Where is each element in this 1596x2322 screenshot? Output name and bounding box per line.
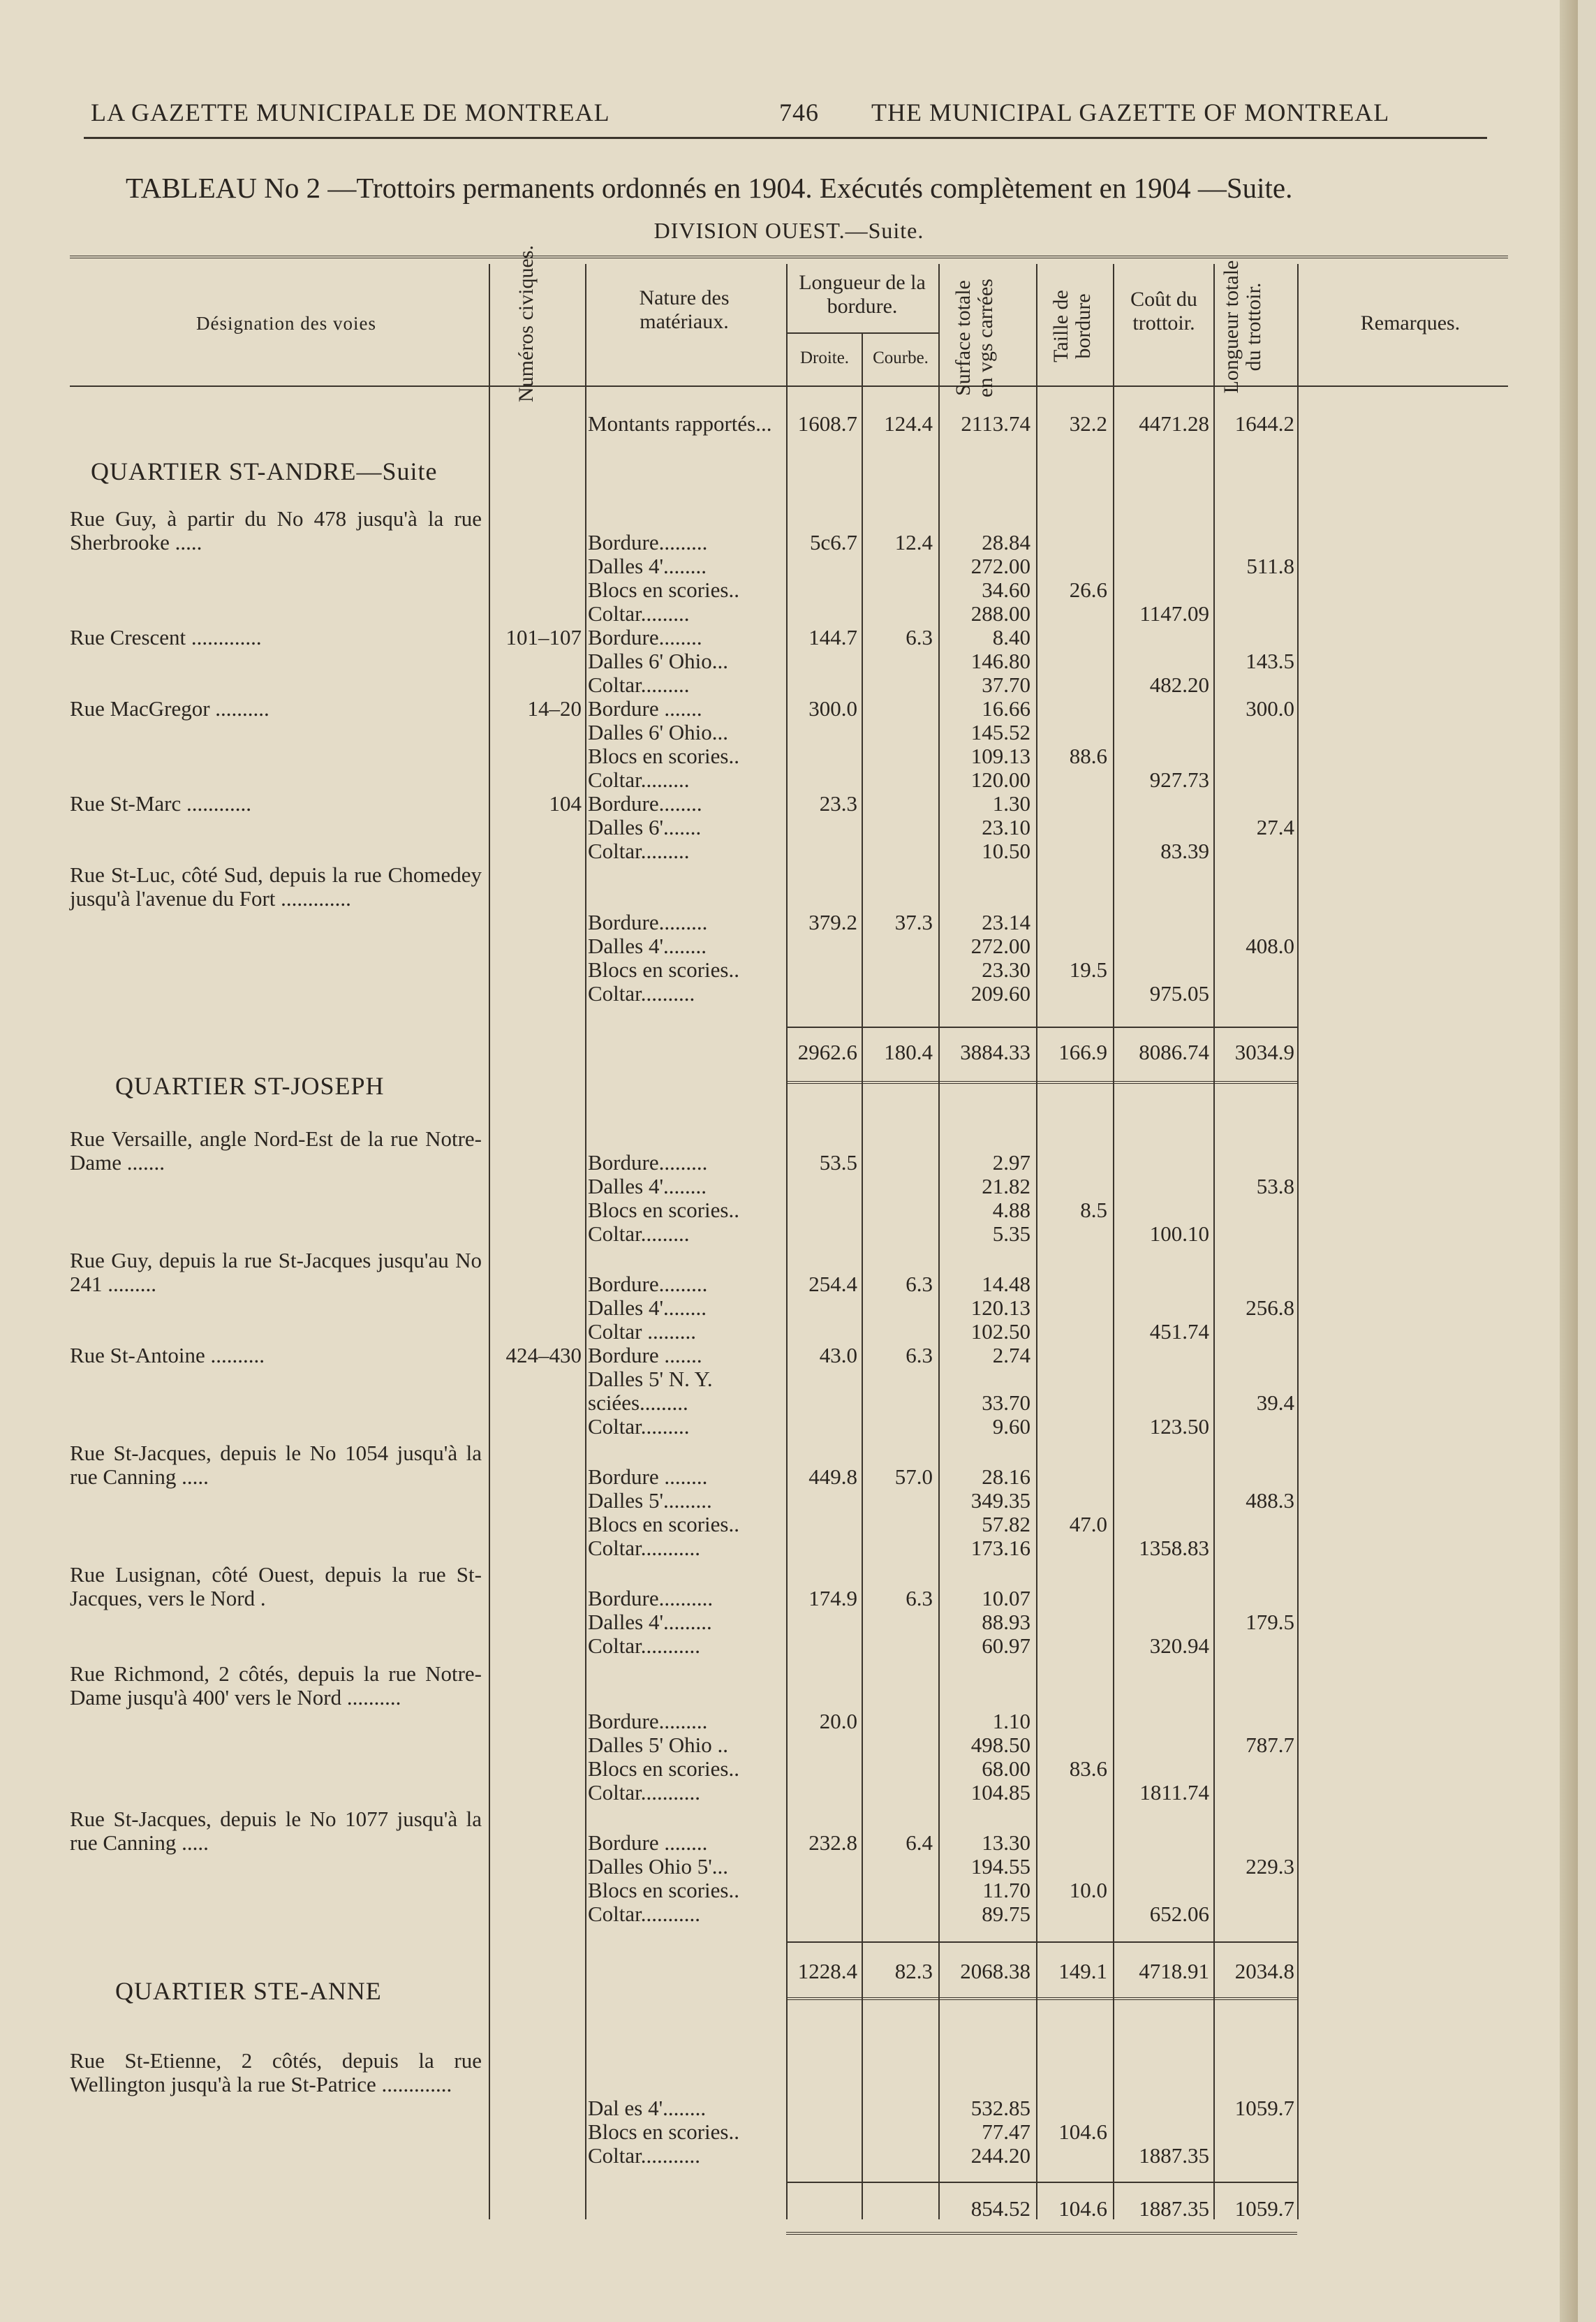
cell-droite: 20.0	[819, 1709, 857, 1733]
cell-nature: Coltar.........	[588, 768, 690, 792]
cell-total: 3034.9	[1234, 1040, 1294, 1064]
cell-street: Rue Guy, à partir du No 478 jusqu'à la rue Sherbrooke .....	[70, 506, 482, 554]
cell-droite: 23.3	[819, 791, 857, 816]
cell-surface: 60.97	[982, 1633, 1030, 1658]
cell-taille: 26.6	[1069, 578, 1107, 602]
cell-nature: Dalles 5' Ohio ..	[588, 1733, 729, 1757]
cell-nature: Blocs en scories..	[588, 578, 739, 602]
col-line-6	[1036, 264, 1037, 2219]
cell-nature: Bordure.........	[588, 1272, 708, 1296]
cell-nature: Coltar...........	[588, 1536, 701, 1560]
section-ste-anne: QUARTIER STE-ANNE	[115, 1977, 382, 2005]
cell-surface: 2.97	[992, 1150, 1030, 1175]
cell-courbe: 6.3	[906, 1272, 933, 1296]
cell-total: 229.3	[1246, 1854, 1294, 1879]
cell-courbe: 12.4	[894, 530, 933, 554]
cell-nature: Coltar...........	[588, 1781, 701, 1805]
cell-taille: 104.6	[1058, 2196, 1107, 2221]
table-title: TABLEAU No 2 —Trottoirs permanents ordonnés en 1904. Exécutés complètement en 1904 —Suite.	[126, 172, 1293, 204]
cell-nature: Blocs en scories..	[588, 1513, 739, 1536]
cell-surface: 120.00	[970, 767, 1030, 792]
cell-nature: Dalles 5' N. Y.	[588, 1367, 713, 1391]
subtotal-double-1	[786, 1081, 1297, 1084]
cell-cout: 8086.74	[1139, 1040, 1209, 1064]
cell-street: Rue St-Jacques, depuis le No 1054 jusqu'à la rue Canning .....	[70, 1441, 482, 1489]
cell-surface: 23.10	[982, 815, 1030, 839]
cell-cout: 1358.83	[1139, 1536, 1209, 1560]
cell-nature: Coltar...........	[588, 1902, 701, 1926]
cell-cout: 927.73	[1149, 767, 1209, 792]
cell-nature: Coltar...........	[588, 2144, 701, 2168]
cell-cout: 123.50	[1149, 1414, 1209, 1439]
page-edge	[1560, 0, 1578, 2322]
cell-surface: 37.70	[982, 673, 1030, 697]
header-numeros: Numéros civiques.	[515, 245, 538, 402]
cell-cout: 1811.74	[1139, 1780, 1209, 1805]
cell-droite: 232.8	[808, 1830, 857, 1855]
cell-numero: 101–107	[505, 625, 582, 649]
cell-surface: 23.14	[982, 910, 1030, 934]
cell-street: Rue Lusignan, côté Ouest, depuis la rue St-Jacques, vers le Nord .	[70, 1562, 482, 1610]
cell-cout: 482.20	[1149, 673, 1209, 697]
cell-surface: 16.66	[982, 696, 1030, 721]
header-droite: Droite.	[799, 348, 850, 367]
cell-taille: 83.6	[1069, 1756, 1107, 1781]
cell-surface: 34.60	[982, 578, 1030, 602]
cell-nature: Blocs en scories..	[588, 2120, 739, 2144]
cell-street: Rue Versaille, angle Nord-Est de la rue Notre-Dame .......	[70, 1126, 482, 1175]
section-st-andre: QUARTIER ST-ANDRE—Suite	[91, 457, 438, 485]
cell-nature: Bordure ........	[588, 1831, 708, 1855]
cell-numero: 104	[549, 791, 582, 816]
cell-surface: 272.00	[970, 934, 1030, 958]
cell-surface: 10.07	[982, 1586, 1030, 1610]
cell-nature: Bordure..........	[588, 1587, 714, 1610]
cell-nature: Coltar.........	[588, 673, 690, 697]
cell-nature: Dalles 4'.........	[588, 1610, 712, 1634]
cell-nature: Bordure........	[588, 792, 702, 816]
cell-nature: Dalles 6' Ohio...	[588, 721, 729, 744]
cell-total: 1059.7	[1234, 2096, 1294, 2120]
running-head-left: LA GAZETTE MUNICIPALE DE MONTREAL	[91, 98, 610, 126]
cell-street: Rue MacGregor ..........	[70, 696, 269, 721]
cell-nature: Dalles 4'........	[588, 1175, 707, 1198]
cell-total: 408.0	[1246, 934, 1294, 958]
cell-total: 256.8	[1246, 1295, 1294, 1320]
cell-nature: Dalles 6' Ohio...	[588, 649, 729, 673]
cell-droite: 5c6.7	[809, 530, 857, 554]
cell-total: 1644.2	[1234, 411, 1294, 436]
cell-surface: 854.52	[970, 2196, 1030, 2221]
cell-surface: 11.70	[982, 1878, 1030, 1902]
cell-nature: Coltar.........	[588, 1415, 690, 1439]
cell-surface: 57.82	[982, 1512, 1030, 1536]
cell-nature: Bordure.........	[588, 911, 708, 934]
cell-nature: Bordure.........	[588, 531, 708, 554]
cell-surface: 209.60	[970, 981, 1030, 1006]
cell-street: Rue Crescent .............	[70, 625, 262, 649]
subtotal-double-3	[786, 2232, 1297, 2235]
cell-droite: 379.2	[808, 910, 857, 934]
cell-street: Rue Guy, depuis la rue St-Jacques jusqu'au No 241 .........	[70, 1248, 482, 1296]
cell-total: 787.7	[1246, 1733, 1294, 1757]
cell-cout: 100.10	[1149, 1221, 1209, 1246]
cell-surface: 13.30	[982, 1830, 1030, 1855]
cell-nature: Bordure........	[588, 626, 702, 649]
cell-droite: 144.7	[808, 625, 857, 649]
cell-courbe: 6.3	[906, 1343, 933, 1367]
cell-street: Rue St-Luc, côté Sud, depuis la rue Chomedey jusqu'à l'avenue du Fort .............	[70, 862, 482, 911]
header-courbe: Courbe.	[873, 348, 929, 367]
cell-nature: Bordure .......	[588, 1344, 702, 1367]
cell-surface: 5.35	[992, 1221, 1030, 1246]
cell-taille: 19.5	[1069, 957, 1107, 982]
cell-total: 179.5	[1246, 1610, 1294, 1634]
cell-cout: 451.74	[1149, 1319, 1209, 1344]
cell-surface: 194.55	[970, 1854, 1030, 1879]
cell-taille: 149.1	[1058, 1959, 1107, 1983]
cell-droite: 1228.4	[797, 1959, 857, 1983]
cell-taille: 166.9	[1058, 1040, 1107, 1064]
cell-taille: 10.0	[1069, 1878, 1107, 1902]
cell-total: 511.8	[1246, 554, 1294, 578]
cell-nature: Dalles 5'.........	[588, 1489, 712, 1513]
cell-total: 53.8	[1256, 1174, 1294, 1198]
cell-droite: 254.4	[808, 1272, 857, 1296]
cell-surface: 1.30	[992, 791, 1030, 816]
col-line-9	[1297, 264, 1299, 2219]
cell-nature: Coltar..........	[588, 982, 695, 1006]
header-surface: Surface totale en vgs carrées	[952, 279, 997, 397]
cell-nature: Blocs en scories..	[588, 1757, 739, 1781]
cell-droite: 449.8	[808, 1464, 857, 1489]
cell-street: Rue St-Antoine ..........	[70, 1343, 265, 1367]
cell-surface: 10.50	[982, 839, 1030, 863]
cell-droite: 1608.7	[797, 411, 857, 436]
cell-surface: 532.85	[970, 2096, 1030, 2120]
header-cout: Coût du trottoir.	[1130, 288, 1197, 335]
cell-surface: 9.60	[992, 1414, 1030, 1439]
cell-total: 39.4	[1256, 1390, 1294, 1415]
section-st-joseph: QUARTIER ST-JOSEPH	[115, 1072, 385, 1100]
cell-street: Rue St-Jacques, depuis le No 1077 jusqu'à la rue Canning .....	[70, 1807, 482, 1855]
cell-cout: 83.39	[1160, 839, 1209, 863]
cell-cout: 975.05	[1149, 981, 1209, 1006]
cell-surface: 102.50	[970, 1319, 1030, 1344]
cell-nature: Dalles 4'........	[588, 934, 707, 958]
cell-nature: Bordure ........	[588, 1465, 708, 1489]
cell-surface: 89.75	[982, 1902, 1030, 1926]
cell-surface: 498.50	[970, 1733, 1030, 1757]
subtotal-rule-2	[786, 1941, 1297, 1943]
cell-courbe: 82.3	[894, 1959, 933, 1983]
cell-cout: 320.94	[1149, 1633, 1209, 1658]
header-remarques: Remarques.	[1360, 311, 1461, 335]
cell-courbe: 37.3	[894, 910, 933, 934]
cell-nature: Blocs en scories..	[588, 1879, 739, 1902]
cell-nature: Bordure.........	[588, 1151, 708, 1175]
cell-numero: 14–20	[527, 696, 582, 721]
cell-taille: 88.6	[1069, 744, 1107, 768]
cell-total: 1059.7	[1234, 2196, 1294, 2221]
cell-surface: 2068.38	[960, 1959, 1030, 1983]
cell-surface: 21.82	[982, 1174, 1030, 1198]
cell-surface: 33.70	[982, 1390, 1030, 1415]
header-longueur-totale: Longueur totale du trottoir.	[1220, 260, 1265, 394]
cell-nature: Coltar...........	[588, 1634, 701, 1658]
cell-street: Rue Richmond, 2 côtés, depuis la rue Notre-Dame jusqu'à 400' vers le Nord ..........	[70, 1661, 482, 1710]
cell-nature: Blocs en scories..	[588, 1198, 739, 1222]
cell-taille: 8.5	[1080, 1198, 1107, 1222]
cell-courbe: 57.0	[894, 1464, 933, 1489]
cell-nature: Dalles 4'........	[588, 554, 707, 578]
cell-cout: 1887.35	[1139, 2196, 1209, 2221]
cell-courbe: 124.4	[884, 411, 933, 436]
cell-courbe: 6.4	[906, 1830, 933, 1855]
cell-cout: 4718.91	[1139, 1959, 1209, 1983]
cell-courbe: 6.3	[906, 625, 933, 649]
cell-surface: 272.00	[970, 554, 1030, 578]
cell-nature: Dalles Ohio 5'...	[588, 1855, 729, 1879]
header-taille: Taille de bordure	[1049, 290, 1095, 362]
cell-surface: 244.20	[970, 2143, 1030, 2168]
cell-cout: 1887.35	[1139, 2143, 1209, 2168]
cell-surface: 109.13	[970, 744, 1030, 768]
cell-droite: 300.0	[808, 696, 857, 721]
cell-surface: 8.40	[992, 625, 1030, 649]
cell-surface: 145.52	[970, 720, 1030, 744]
cell-nature: Blocs en scories..	[588, 958, 739, 982]
cell-courbe: 6.3	[906, 1586, 933, 1610]
cell-nature: Dal es 4'........	[588, 2096, 707, 2120]
cell-nature: Bordure.........	[588, 1710, 708, 1733]
cell-total: 488.3	[1246, 1488, 1294, 1513]
header-nature: Nature des matériaux.	[639, 286, 730, 333]
page-number: 746	[779, 98, 819, 126]
cell-droite: 174.9	[808, 1586, 857, 1610]
cell-taille: 32.2	[1069, 411, 1107, 436]
cell-total: 300.0	[1246, 696, 1294, 721]
cell-surface: 68.00	[982, 1756, 1030, 1781]
header-rule	[84, 137, 1487, 139]
cell-street: Rue St-Etienne, 2 côtés, depuis la rue Wellington jusqu'à la rue St-Patrice .............	[70, 2048, 482, 2096]
subtotal-rule-1	[786, 1027, 1297, 1028]
cell-nature: Bordure .......	[588, 697, 702, 721]
cell-surface: 146.80	[970, 649, 1030, 673]
cell-surface: 120.13	[970, 1295, 1030, 1320]
cell-surface: 28.16	[982, 1464, 1030, 1489]
cell-surface: 2113.74	[961, 411, 1030, 436]
cell-cout: 652.06	[1149, 1902, 1209, 1926]
cell-surface: 104.85	[970, 1780, 1030, 1805]
cell-nature: Coltar .........	[588, 1320, 696, 1344]
header-longueur: Longueur de la bordure.	[799, 271, 926, 318]
table-subtitle: DIVISION OUEST.—Suite.	[653, 218, 924, 243]
col-line-3	[786, 264, 788, 2219]
cell-nature: Dalles 4'........	[588, 1296, 707, 1320]
cell-total: 27.4	[1256, 815, 1294, 839]
cell-nature: Dalles 6'.......	[588, 816, 702, 839]
cell-cout: 1147.09	[1139, 601, 1209, 626]
cell-cout: 4471.28	[1139, 411, 1209, 436]
cell-nature: sciées.........	[588, 1391, 688, 1415]
col-line-1	[489, 264, 490, 2219]
running-head-right: THE MUNICIPAL GAZETTE OF MONTREAL	[871, 98, 1390, 126]
cell-surface: 349.35	[970, 1488, 1030, 1513]
subtotal-double-2	[786, 1997, 1297, 2000]
cell-droite: 53.5	[819, 1150, 857, 1175]
cell-taille: 47.0	[1069, 1512, 1107, 1536]
cell-surface: 77.47	[982, 2119, 1030, 2144]
col-line-2	[585, 264, 586, 2219]
cell-nature: Coltar.........	[588, 839, 690, 863]
cell-nature: Coltar.........	[588, 1222, 690, 1246]
header-designation: Désignation des voies	[196, 313, 376, 334]
cell-taille: 104.6	[1058, 2119, 1107, 2144]
cell-droite: 2962.6	[797, 1040, 857, 1064]
cell-surface: 23.30	[982, 957, 1030, 982]
cell-numero: 424–430	[505, 1343, 582, 1367]
cell-nature: Blocs en scories..	[588, 744, 739, 768]
table-top-rule	[70, 256, 1508, 258]
cell-total: 2034.8	[1234, 1959, 1294, 1983]
cell-nature: Coltar.........	[588, 602, 690, 626]
cell-surface: 2.74	[992, 1343, 1030, 1367]
cell-total: 143.5	[1246, 649, 1294, 673]
subtotal-rule-3	[786, 2182, 1297, 2183]
cell-surface: 1.10	[992, 1709, 1030, 1733]
cell-surface: 173.16	[970, 1536, 1030, 1560]
cell-surface: 88.93	[982, 1610, 1030, 1634]
cell-surface: 288.00	[970, 601, 1030, 626]
cell-surface: 4.88	[992, 1198, 1030, 1222]
header-bottom-rule	[70, 385, 1508, 387]
cell-courbe: 180.4	[884, 1040, 933, 1064]
cell-droite: 43.0	[819, 1343, 857, 1367]
cell-surface: 3884.33	[960, 1040, 1030, 1064]
cell-surface: 14.48	[982, 1272, 1030, 1296]
cell-nature: Montants rapportés...	[588, 412, 772, 436]
cell-surface: 28.84	[982, 530, 1030, 554]
cell-street: Rue St-Marc ............	[70, 791, 252, 816]
